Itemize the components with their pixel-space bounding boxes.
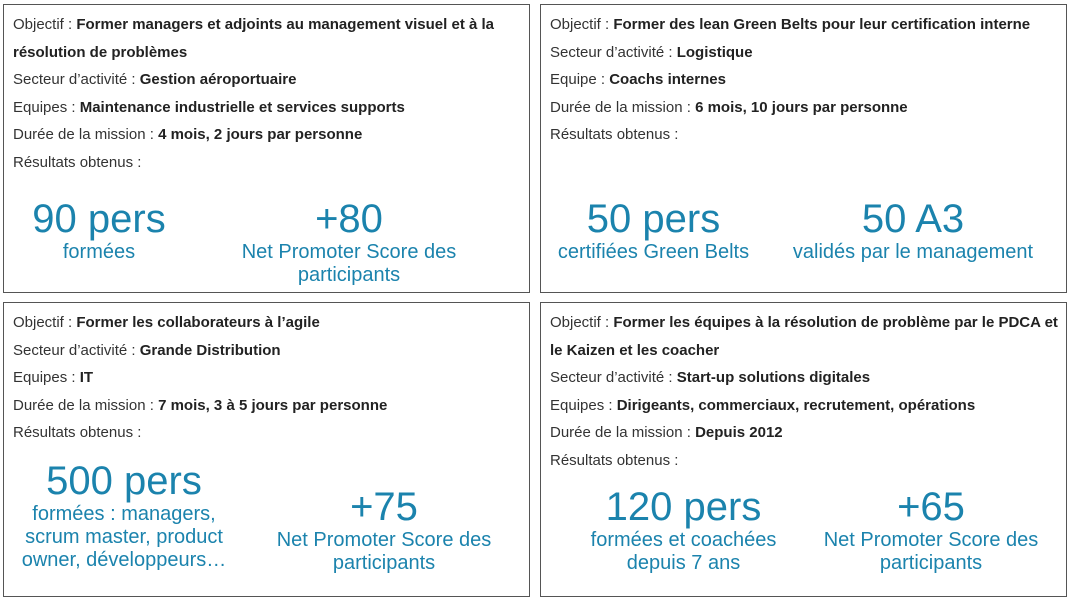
mission-info <box>550 309 1058 474</box>
stat-value: 90 pers <box>32 197 166 241</box>
stat-caption: certifiées Green Belts <box>557 241 750 263</box>
objective-row <box>13 309 521 337</box>
sector-value: Grande Distribution <box>139 341 281 359</box>
stat-nps <box>821 485 1041 575</box>
stat-certified <box>551 197 756 264</box>
duration-row <box>550 419 1058 447</box>
stat-nps <box>239 197 459 287</box>
sector-label: Secteur d’activité : <box>550 369 677 386</box>
teams-row <box>13 94 521 122</box>
duration-value: Depuis 2012 <box>695 424 783 441</box>
duration-row <box>13 121 521 149</box>
objective-value: Former les collaborateurs à l’agile <box>76 314 320 331</box>
objective-row <box>550 11 1058 39</box>
objective-label: Objectif : <box>550 314 614 331</box>
objective-row <box>13 11 521 66</box>
sector-value: Logistique <box>676 43 753 61</box>
stat-value: +75 <box>350 485 418 529</box>
sector-row <box>13 337 521 365</box>
stat-caption: formées : managers, scrum master, product owner, développeurs… <box>21 503 227 571</box>
results-label: Résultats obtenus : <box>550 126 679 143</box>
sector-row <box>550 364 1058 392</box>
mission-info <box>13 11 521 176</box>
stat-caption: validés par le management <box>792 241 1034 263</box>
mission-info <box>550 11 1058 149</box>
teams-value: Maintenance industrielle et services supports <box>79 98 405 116</box>
objective-value: Former managers et adjoints au management visuel et à la résolution de problèmes <box>13 16 495 61</box>
case-study-card-startup <box>540 302 1067 597</box>
stat-people-trained <box>14 197 184 264</box>
case-study-card-retail <box>3 302 530 597</box>
objective-label: Objectif : <box>550 16 614 33</box>
stat-caption: Net Promoter Score des participants <box>823 529 1039 574</box>
duration-value: 4 mois, 2 jours par personne <box>158 126 363 143</box>
case-study-card-airport <box>3 4 530 293</box>
stat-people-trained <box>14 459 234 572</box>
results-label: Résultats obtenus : <box>13 424 142 441</box>
sector-row <box>13 66 521 94</box>
team-row <box>550 66 1058 94</box>
sector-value: Start-up solutions digitales <box>676 369 871 386</box>
stat-value: +80 <box>315 197 383 241</box>
results-label: Résultats obtenus : <box>550 451 679 469</box>
duration-label: Durée de la mission : <box>550 98 696 116</box>
stat-nps <box>274 485 494 575</box>
duration-value: 7 mois, 3 à 5 jours par personne <box>158 396 388 414</box>
objective-row <box>550 309 1058 364</box>
teams-row <box>550 392 1058 420</box>
teams-value: Dirigeants, commerciaux, recrutement, opérations <box>616 396 976 414</box>
stat-caption: formées et coachées depuis 7 ans <box>590 529 777 574</box>
objective-value: Former les équipes à la résolution de problème par le PDCA et le Kaizen et les coacher <box>550 314 1058 359</box>
duration-value: 6 mois, 10 jours par personne <box>695 98 908 116</box>
sector-label: Secteur d’activité : <box>13 71 140 88</box>
stat-caption: formées <box>62 241 136 263</box>
stat-value: 50 A3 <box>861 197 965 241</box>
objective-value: Former des lean Green Belts pour leur certification interne <box>613 16 1031 33</box>
sector-label: Secteur d’activité : <box>13 341 140 359</box>
teams-row <box>13 364 521 392</box>
stat-caption: Net Promoter Score des participants <box>276 529 492 574</box>
stat-people-coached <box>571 485 796 575</box>
stat-a3-validated <box>783 197 1043 264</box>
stat-value: 120 pers <box>605 485 762 529</box>
stat-value: 500 pers <box>46 459 202 503</box>
duration-label: Durée de la mission : <box>13 396 159 414</box>
duration-label: Durée de la mission : <box>13 126 159 143</box>
team-label: Equipe : <box>550 71 610 88</box>
stat-caption: Net Promoter Score des participants <box>241 241 457 286</box>
duration-row <box>13 392 521 420</box>
results-label: Résultats obtenus : <box>13 153 142 171</box>
objective-label: Objectif : <box>13 16 77 33</box>
team-value: Coachs internes <box>609 71 726 88</box>
case-study-card-logistics <box>540 4 1067 293</box>
objective-label: Objectif : <box>13 314 77 331</box>
teams-label: Equipes : <box>550 396 617 414</box>
duration-row <box>550 94 1058 122</box>
mission-info <box>13 309 521 447</box>
teams-label: Equipes : <box>13 98 80 116</box>
duration-label: Durée de la mission : <box>550 424 696 441</box>
sector-value: Gestion aéroportuaire <box>139 71 297 88</box>
stat-value: 50 pers <box>586 197 721 241</box>
teams-value: IT <box>79 369 94 386</box>
sector-label: Secteur d’activité : <box>550 43 677 61</box>
teams-label: Equipes : <box>13 369 80 386</box>
sector-row <box>550 39 1058 67</box>
stat-value: +65 <box>897 485 965 529</box>
